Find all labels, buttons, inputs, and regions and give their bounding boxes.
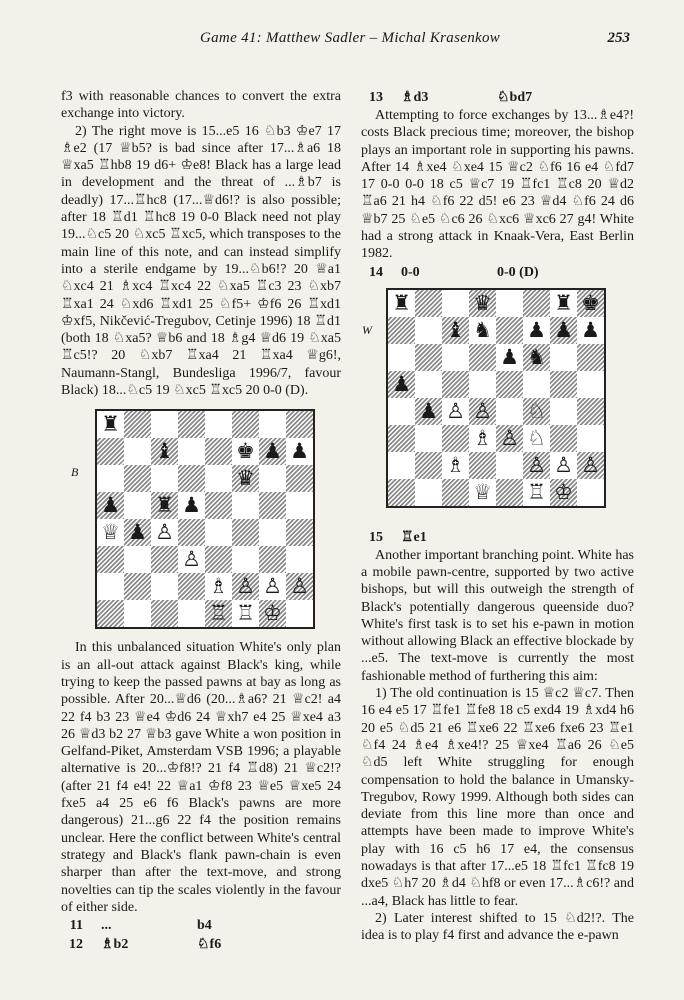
board-square bbox=[124, 465, 151, 492]
board-square bbox=[469, 317, 496, 344]
chess-piece-icon: ♟ bbox=[554, 317, 573, 342]
right-column bbox=[361, 88, 634, 945]
board-square bbox=[442, 479, 469, 506]
board-square bbox=[415, 344, 442, 371]
board-square bbox=[523, 452, 550, 479]
board-square bbox=[124, 411, 151, 438]
board-square bbox=[97, 492, 124, 519]
board-square bbox=[550, 452, 577, 479]
board-square bbox=[178, 438, 205, 465]
chess-piece-icon: ♞ bbox=[527, 344, 546, 369]
board-square bbox=[178, 465, 205, 492]
chess-piece-icon: ♖ bbox=[236, 601, 255, 626]
board-square bbox=[415, 452, 442, 479]
white-move: 0-0 bbox=[401, 264, 420, 280]
chess-piece-icon: ♟ bbox=[263, 439, 282, 464]
board-square bbox=[442, 371, 469, 398]
white-move: ... bbox=[101, 918, 112, 934]
move-number: 13 bbox=[369, 90, 383, 105]
diagram-2 bbox=[361, 282, 634, 528]
board-square bbox=[550, 398, 577, 425]
black-move bbox=[497, 528, 597, 547]
board-square bbox=[469, 398, 496, 425]
chess-board bbox=[95, 409, 315, 629]
board-square bbox=[415, 479, 442, 506]
board-square bbox=[232, 411, 259, 438]
board-square bbox=[232, 600, 259, 627]
board-square bbox=[577, 452, 604, 479]
board-square bbox=[232, 573, 259, 600]
board-square bbox=[124, 492, 151, 519]
board-square bbox=[259, 465, 286, 492]
board-square bbox=[550, 290, 577, 317]
chess-piece-icon: ♜ bbox=[155, 493, 174, 518]
board-square bbox=[259, 546, 286, 573]
chess-piece-icon: ♜ bbox=[554, 290, 573, 315]
board-square bbox=[232, 546, 259, 573]
move-number: 15 bbox=[369, 529, 383, 545]
running-title: Game 41: Matthew Sadler – Michal Krasenkow bbox=[200, 30, 501, 46]
board-square bbox=[97, 465, 124, 492]
chess-piece-icon: ♟ bbox=[392, 371, 411, 396]
chess-board bbox=[386, 288, 606, 508]
board-square bbox=[151, 573, 178, 600]
chess-piece-icon: ♙ bbox=[581, 452, 600, 477]
chess-piece-icon: ♖ bbox=[209, 601, 228, 626]
board-square bbox=[178, 600, 205, 627]
board-square bbox=[286, 411, 313, 438]
chess-piece-icon: ♟ bbox=[500, 344, 519, 369]
chess-piece-icon: ♙ bbox=[527, 452, 546, 477]
board-square bbox=[388, 398, 415, 425]
paragraph: f3 with reasonable chances to convert the extra exchange into victory. bbox=[61, 89, 341, 122]
board-square bbox=[205, 519, 232, 546]
board-square bbox=[577, 317, 604, 344]
paragraph: In this unbalanced situation White's only plan is an all-out attack against Black's king, while trying to keep the passed pawns at bay as long as possible. After 20...♕d6 (20...♗a6? 21 ♕c2! a4 22 f4 b3 23 ♕e4 ♔d6 24 ♕xh7 e4 25 ♕xe4 a3 26 ♕d3 b2 27 ♕b3 gave White a won position in Gelfand-Piket, Amsterdam VSB 1996; a playable alternative is 20...♔f8!? 21 f4 ♖d8) 21 ♕c2!? (after 21 f4 e4! 22 ♕a1 ♔f8 23 ♕e5 ♕xe5 24 fxe5 a4 25 e6 f6 Black's pawns are more dangerous) 21...g6 22 f4 the position remains unclear. Here the conflict between White's central strategy and Black's flank pawn-chain is even sharper than after the text-move, and strong novelties can tip the scales violently in the favour of either side. bbox=[61, 640, 341, 915]
chess-piece-icon: ♙ bbox=[182, 547, 201, 572]
board-square bbox=[442, 290, 469, 317]
board-square bbox=[286, 465, 313, 492]
chess-piece-icon: ♙ bbox=[446, 398, 465, 423]
chess-piece-icon: ♖ bbox=[527, 479, 546, 504]
chess-piece-icon: ♙ bbox=[155, 520, 174, 545]
chess-piece-icon: ♛ bbox=[236, 466, 255, 491]
board-square bbox=[97, 411, 124, 438]
black-move: b4 bbox=[197, 918, 212, 934]
board-square bbox=[178, 546, 205, 573]
chess-piece-icon: ♟ bbox=[182, 493, 201, 518]
board-square bbox=[205, 465, 232, 492]
board-square bbox=[469, 425, 496, 452]
move-line bbox=[61, 916, 341, 935]
board-square bbox=[577, 371, 604, 398]
board-square bbox=[259, 573, 286, 600]
board-square bbox=[442, 425, 469, 452]
chess-piece-icon: ♟ bbox=[128, 520, 147, 545]
paragraph: Another important branching point. White has a mobile pawn-centre, supported by two active bishops, but will this outweigh the strength of Black's potentially dangerous queenside duo? White's first task is to set his e-pawn in motion without allowing Black an effective blockade by ...e5. The text-move is currently the most fashionable method of furthering this aim: bbox=[361, 547, 634, 684]
board-square bbox=[442, 452, 469, 479]
chess-piece-icon: ♘ bbox=[527, 398, 546, 423]
chess-piece-icon: ♟ bbox=[581, 317, 600, 342]
board-square bbox=[259, 492, 286, 519]
white-move: ♖e1 bbox=[401, 529, 427, 545]
chess-piece-icon: ♘ bbox=[527, 425, 546, 450]
board-square bbox=[469, 290, 496, 317]
board-square bbox=[577, 344, 604, 371]
board-square bbox=[97, 600, 124, 627]
board-square bbox=[286, 600, 313, 627]
move-number: 11 bbox=[69, 918, 83, 934]
board-square bbox=[388, 479, 415, 506]
chess-piece-icon: ♜ bbox=[101, 412, 120, 437]
board-square bbox=[496, 317, 523, 344]
move-line bbox=[61, 935, 341, 954]
board-square bbox=[415, 371, 442, 398]
board-square bbox=[415, 398, 442, 425]
move-number: 14 bbox=[369, 264, 383, 280]
board-square bbox=[550, 479, 577, 506]
paragraph: 2) The right move is 15...e5 16 ♘b3 ♔e7 17 ♗e2 (17 ♕b5? is bad since after 17...♗a6 18 ♕xa5 ♖hb8 19 d6+ ♔e8! Black has a large lead in development and the threat of ...♗b7 is deadly) 17...♖hc8 (17...♕d6!? is also possible; after 18 ♖d1 ♖hc8 19 0-0 Black need not play 19...♘c5 20 ♘xc5 ♖xc5, which transposes to the main line of this note, and can instead simplify into a sterile endgame by 19...♘b6!? 20 ♕a1 ♘xc4 21 ♗xc4 ♖xc4 22 ♘xa5 ♖c3 23 ♘xb7 ♖xa1 24 ♘xd6 ♖xd1 25 ♘f5+ ♔f6 26 ♖xd1 ♔xf5, Nikčević-Tregubov, Cetinje 1996) 18 ♖d1 (both 18 ♘xa5? ♕b6 and 18 ♗g4 ♕d6 19 ♘xa5 ♖c5!? 20 ♘xb7 ♖xa4 21 ♖xa4 ♕g6!, Naumann-Stangl, Bundesliga 1996/7, favour Black) 18...♘c5 19 ♘xc5 ♖xc5 20 0-0 (D). bbox=[61, 123, 341, 399]
board-square bbox=[577, 479, 604, 506]
chess-piece-icon: ♟ bbox=[419, 398, 438, 423]
chess-piece-icon: ♗ bbox=[209, 574, 228, 599]
chess-piece-icon: ♞ bbox=[473, 317, 492, 342]
board-square bbox=[205, 411, 232, 438]
board-square bbox=[259, 438, 286, 465]
board-square bbox=[388, 452, 415, 479]
board-square bbox=[124, 600, 151, 627]
board-square bbox=[388, 425, 415, 452]
board-square bbox=[232, 465, 259, 492]
board-square bbox=[415, 290, 442, 317]
board-square bbox=[97, 519, 124, 546]
board-square bbox=[286, 492, 313, 519]
black-move: ♘f6 bbox=[197, 937, 222, 953]
move-line bbox=[361, 88, 634, 107]
board-square bbox=[151, 519, 178, 546]
chess-piece-icon: ♙ bbox=[554, 452, 573, 477]
board-square bbox=[286, 519, 313, 546]
board-square bbox=[151, 465, 178, 492]
chess-piece-icon: ♔ bbox=[263, 601, 282, 626]
board-square bbox=[550, 425, 577, 452]
move-line bbox=[361, 263, 634, 282]
board-square bbox=[442, 398, 469, 425]
board-square bbox=[178, 492, 205, 519]
chess-piece-icon: ♕ bbox=[473, 479, 492, 504]
move-line bbox=[361, 528, 634, 547]
paragraph: 1) The old continuation is 15 ♕c2 ♕c7. Then 16 e4 e5 17 ♖fe1 ♖fe8 18 c5 exd4 19 ♗xd4 h6 20 e5 ♘d5 21 e6 ♖xe6 22 ♖xe6 fxe6 23 ♖e1 ♘f4 24 ♗e4 ♗xe4!? 25 ♕xe4 ♖a6 26 ♘e5 ♘d5 left White struggling for enough compensation to hold the balance in Umansky-Tregubov, Rowy 1999. Although both sides can deviate from this line more than once and attempts have been made to improve White's play with 16 c5 h6 17 e4, the consensus nowadays is that after 17...e5 18 ♖fc1 ♖fc8 19 dxe5 ♘h7 20 ♗d4 ♘hf8 or even 17...♗c6!? and ...a4, Black has little to fear. bbox=[361, 686, 634, 909]
chess-piece-icon: ♔ bbox=[554, 479, 573, 504]
board-square bbox=[97, 438, 124, 465]
board-square bbox=[178, 573, 205, 600]
board-square bbox=[205, 546, 232, 573]
board-square bbox=[388, 290, 415, 317]
board-square bbox=[577, 425, 604, 452]
board-square bbox=[442, 344, 469, 371]
chess-piece-icon: ♚ bbox=[236, 439, 255, 464]
board-square bbox=[178, 519, 205, 546]
board-square bbox=[151, 411, 178, 438]
board-square bbox=[124, 519, 151, 546]
side-to-move-label: B bbox=[71, 465, 79, 480]
board-square bbox=[205, 438, 232, 465]
board-square bbox=[151, 546, 178, 573]
board-square bbox=[523, 398, 550, 425]
board-square bbox=[442, 317, 469, 344]
chess-piece-icon: ♕ bbox=[101, 520, 120, 545]
move-number: 12 bbox=[69, 937, 83, 953]
board-square bbox=[496, 290, 523, 317]
board-square bbox=[523, 371, 550, 398]
board-square bbox=[523, 317, 550, 344]
chess-piece-icon: ♙ bbox=[263, 574, 282, 599]
board-square bbox=[496, 371, 523, 398]
board-square bbox=[259, 600, 286, 627]
board-square bbox=[415, 317, 442, 344]
chess-piece-icon: ♙ bbox=[290, 574, 309, 599]
board-square bbox=[496, 425, 523, 452]
chess-piece-icon: ♟ bbox=[527, 317, 546, 342]
board-square bbox=[97, 573, 124, 600]
board-square bbox=[205, 573, 232, 600]
diagram-1 bbox=[61, 399, 341, 639]
board-square bbox=[205, 492, 232, 519]
board-square bbox=[151, 600, 178, 627]
board-square bbox=[124, 573, 151, 600]
board-square bbox=[388, 344, 415, 371]
board-square bbox=[469, 344, 496, 371]
board-square bbox=[124, 438, 151, 465]
chess-piece-icon: ♙ bbox=[236, 574, 255, 599]
board-square bbox=[523, 290, 550, 317]
board-square bbox=[232, 438, 259, 465]
board-square bbox=[232, 519, 259, 546]
chess-piece-icon: ♙ bbox=[500, 425, 519, 450]
white-move: ♗d3 bbox=[401, 90, 429, 105]
board-square bbox=[577, 398, 604, 425]
board-square bbox=[178, 411, 205, 438]
board-square bbox=[388, 371, 415, 398]
board-square bbox=[388, 317, 415, 344]
left-column bbox=[61, 88, 341, 954]
chess-piece-icon: ♛ bbox=[473, 290, 492, 315]
board-square bbox=[415, 425, 442, 452]
board-square bbox=[496, 398, 523, 425]
page-number: 253 bbox=[607, 30, 630, 46]
paragraph: Attempting to force exchanges by 13...♗e4?! costs Black precious time; moreover, the bishop plays an important role in supporting his pawns. After 14 ♗xe4 ♘xe4 15 ♕c2 ♘f6 16 e4 ♘fd7 17 0-0 0-0 18 c5 ♕c7 19 ♖fc1 ♖c8 20 ♕d2 ♖a6 21 h4 ♘f6 22 d5! e6 23 ♕d4 ♘f6 24 d6 ♕b7 25 ♘e5 ♘c6 26 ♘xc6 ♕xc6 27 g4! White had a strong attack in Knaak-Vera, East Berlin 1982. bbox=[361, 108, 634, 262]
board-square bbox=[97, 546, 124, 573]
board-square bbox=[496, 344, 523, 371]
board-square bbox=[151, 492, 178, 519]
board-square bbox=[259, 411, 286, 438]
board-square bbox=[550, 344, 577, 371]
paragraph: 2) Later interest shifted to 15 ♘d2!?. The idea is to play f4 first and advance the e-pawn bbox=[361, 910, 634, 944]
chess-piece-icon: ♗ bbox=[446, 452, 465, 477]
board-square bbox=[523, 425, 550, 452]
board-square bbox=[577, 290, 604, 317]
board-square bbox=[496, 479, 523, 506]
board-square bbox=[523, 479, 550, 506]
white-move: ♗b2 bbox=[101, 937, 129, 953]
board-square bbox=[469, 371, 496, 398]
chess-piece-icon: ♗ bbox=[473, 425, 492, 450]
chess-piece-icon: ♟ bbox=[101, 493, 120, 518]
board-square bbox=[151, 438, 178, 465]
board-square bbox=[496, 452, 523, 479]
board-square bbox=[550, 371, 577, 398]
black-move: 0-0 (D) bbox=[497, 264, 539, 280]
board-square bbox=[550, 317, 577, 344]
side-to-move-label: W bbox=[362, 322, 372, 337]
board-square bbox=[523, 344, 550, 371]
chess-piece-icon: ♟ bbox=[290, 439, 309, 464]
board-square bbox=[286, 573, 313, 600]
board-square bbox=[232, 492, 259, 519]
chess-piece-icon: ♜ bbox=[392, 290, 411, 315]
board-square bbox=[124, 546, 151, 573]
chess-piece-icon: ♝ bbox=[446, 317, 465, 342]
board-square bbox=[286, 438, 313, 465]
board-square bbox=[469, 452, 496, 479]
chess-piece-icon: ♙ bbox=[473, 398, 492, 423]
chess-piece-icon: ♝ bbox=[155, 439, 174, 464]
board-square bbox=[259, 519, 286, 546]
board-square bbox=[469, 479, 496, 506]
chess-piece-icon: ♚ bbox=[581, 290, 600, 315]
board-square bbox=[286, 546, 313, 573]
black-move: ♘bd7 bbox=[497, 90, 533, 105]
board-square bbox=[205, 600, 232, 627]
